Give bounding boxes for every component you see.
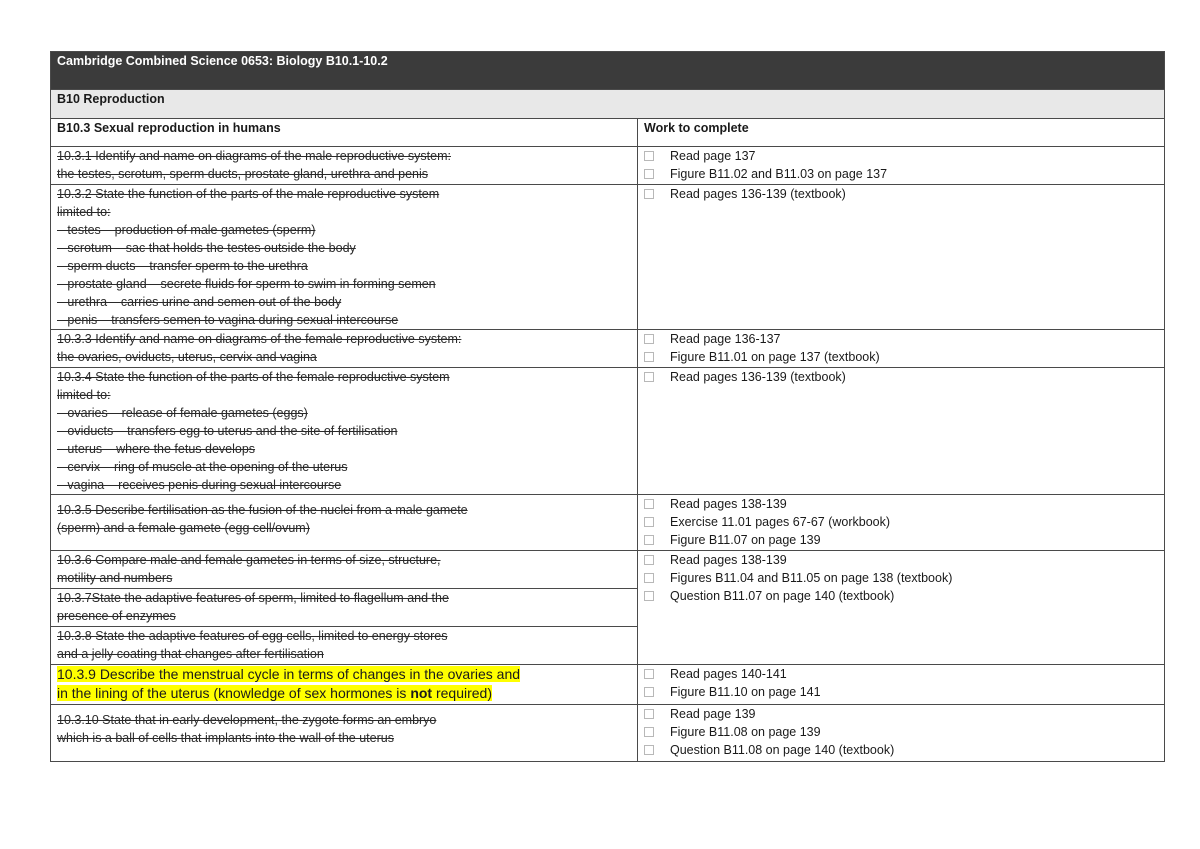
task-item[interactable]	[644, 569, 1158, 587]
objective-line: – urethra – carries urine and semen out of the body	[57, 295, 342, 309]
objective-cell	[51, 705, 638, 762]
checkbox-icon[interactable]	[644, 499, 654, 509]
objective-line: – testes – production of male gametes (sperm)	[57, 223, 316, 237]
objective-line: – oviducts – transfers egg to uterus and the site of fertilisation	[57, 424, 398, 438]
work-cell	[638, 368, 1165, 495]
objective-line: the ovaries, oviducts, uterus, cervix and vagina	[57, 350, 317, 364]
task-label: Figure B11.08 on page 139	[670, 725, 821, 739]
task-label: Read pages 136-139 (textbook)	[670, 370, 846, 384]
task-label: Figures B11.04 and B11.05 on page 138 (textbook)	[670, 571, 953, 585]
table-row	[51, 551, 1165, 589]
table-row	[51, 368, 1165, 495]
task-label: Figure B11.10 on page 141	[670, 685, 821, 699]
work-cell	[638, 185, 1165, 330]
objective-line: 10.3.8 State the adaptive features of egg cells, limited to energy stores	[57, 629, 448, 643]
table-row	[51, 665, 1165, 705]
syllabus-table	[50, 51, 1165, 762]
task-item[interactable]	[644, 147, 1158, 165]
task-item[interactable]	[644, 551, 1158, 569]
objective-cell-highlighted	[51, 665, 638, 705]
checkbox-icon[interactable]	[644, 372, 654, 382]
task-item[interactable]	[644, 330, 1158, 348]
task-item[interactable]	[644, 348, 1158, 366]
objective-cell	[51, 147, 638, 185]
work-cell	[638, 495, 1165, 551]
task-label: Read page 139	[670, 707, 756, 721]
checkbox-icon[interactable]	[644, 591, 654, 601]
table-row	[51, 147, 1165, 185]
highlight-text: in the lining of the uterus (knowledge of sex hormones is	[57, 685, 411, 701]
objective-line: 10.3.3 Identify and name on diagrams of the female reproductive system:	[57, 332, 462, 346]
objective-line: the testes, scrotum, sperm ducts, prostate gland, urethra and penis	[57, 167, 429, 181]
objective-line: limited to:	[57, 388, 111, 402]
task-item[interactable]	[644, 705, 1158, 723]
task-label: Read page 136-137	[670, 332, 781, 346]
objective-line: – ovaries – release of female gametes (eggs)	[57, 406, 308, 420]
objective-line: and a jelly coating that changes after fertilisation	[57, 647, 324, 661]
section-row	[51, 90, 1165, 119]
task-label: Read page 137	[670, 149, 756, 163]
objective-line: limited to:	[57, 205, 111, 219]
task-label: Question B11.07 on page 140 (textbook)	[670, 589, 895, 603]
task-label: Read pages 140-141	[670, 667, 787, 681]
objective-line: – cervix – ring of muscle at the opening of the uterus	[57, 460, 348, 474]
checkbox-icon[interactable]	[644, 727, 654, 737]
objective-line: 10.3.4 State the function of the parts of the female reproductive system	[57, 370, 450, 384]
section-title: B10 Reproduction	[51, 90, 1165, 119]
task-label: Figure B11.01 on page 137 (textbook)	[670, 350, 880, 364]
table-row	[51, 705, 1165, 762]
checkbox-icon[interactable]	[644, 669, 654, 679]
task-label: Question B11.08 on page 140 (textbook)	[670, 743, 895, 757]
task-item[interactable]	[644, 495, 1158, 513]
task-item[interactable]	[644, 587, 1158, 605]
work-cell	[638, 551, 1165, 665]
checkbox-icon[interactable]	[644, 687, 654, 697]
checkbox-icon[interactable]	[644, 151, 654, 161]
task-item[interactable]	[644, 683, 1158, 701]
task-item[interactable]	[644, 185, 1158, 203]
table-row	[51, 330, 1165, 368]
checkbox-icon[interactable]	[644, 709, 654, 719]
checkbox-icon[interactable]	[644, 334, 654, 344]
objective-line: 10.3.7State the adaptive features of sperm, limited to flagellum and the	[57, 591, 449, 605]
task-item[interactable]	[644, 513, 1158, 531]
objective-line: – penis – transfers semen to vagina during sexual intercourse	[57, 313, 399, 327]
task-item[interactable]	[644, 531, 1158, 549]
title-row	[51, 52, 1165, 90]
table-row	[51, 495, 1165, 551]
task-label: Read pages 138-139	[670, 553, 787, 567]
objective-cell	[51, 627, 638, 665]
objective-line: (sperm) and a female gamete (egg cell/ovum)	[57, 521, 310, 535]
header-row	[51, 119, 1165, 147]
task-item[interactable]	[644, 723, 1158, 741]
highlighted-objective-line: 10.3.9 Describe the menstrual cycle in terms of changes in the ovaries and	[57, 666, 521, 682]
work-cell	[638, 665, 1165, 705]
table-row	[51, 185, 1165, 330]
task-label: Figure B11.07 on page 139	[670, 533, 821, 547]
work-cell	[638, 705, 1165, 762]
work-cell	[638, 330, 1165, 368]
objective-line: presence of enzymes	[57, 609, 176, 623]
work-column-header: Work to complete	[638, 119, 1165, 147]
task-label: Figure B11.02 and B11.03 on page 137	[670, 167, 888, 181]
task-label: Read pages 136-139 (textbook)	[670, 187, 846, 201]
task-item[interactable]	[644, 665, 1158, 683]
objective-line: – vagina – receives penis during sexual intercourse	[57, 478, 342, 492]
objective-line: motility and numbers	[57, 571, 173, 585]
task-label: Read pages 138-139	[670, 497, 787, 511]
checkbox-icon[interactable]	[644, 573, 654, 583]
objective-line: 10.3.1 Identify and name on diagrams of the male reproductive system:	[57, 149, 451, 163]
objective-line: – prostate gland – secrete fluids for sperm to swim in forming semen	[57, 277, 436, 291]
checkbox-icon[interactable]	[644, 745, 654, 755]
task-item[interactable]	[644, 165, 1158, 183]
objective-cell	[51, 495, 638, 551]
checkbox-icon[interactable]	[644, 189, 654, 199]
objective-line: – sperm ducts – transfer sperm to the urethra	[57, 259, 308, 273]
objective-line: – uterus – where the fetus develops	[57, 442, 256, 456]
objective-line: which is a ball of cells that implants into the wall of the uterus	[57, 731, 394, 745]
objective-line: 10.3.6 Compare male and female gametes in terms of size, structure,	[57, 553, 441, 567]
checkbox-icon[interactable]	[644, 352, 654, 362]
objective-cell	[51, 368, 638, 495]
task-item[interactable]	[644, 368, 1158, 386]
objective-cell	[51, 589, 638, 627]
checkbox-icon[interactable]	[644, 517, 654, 527]
objective-column-header: B10.3 Sexual reproduction in humans	[51, 119, 638, 147]
emphasis-text: not	[410, 685, 433, 701]
objective-line: 10.3.2 State the function of the parts of the male reproductive system	[57, 187, 440, 201]
objective-cell	[51, 551, 638, 589]
objective-line: 10.3.10 State that in early development, the zygote forms an embryo	[57, 713, 437, 727]
highlighted-objective-line	[57, 685, 492, 701]
objective-line: 10.3.5 Describe fertilisation as the fusion of the nuclei from a male gamete	[57, 503, 468, 517]
checkbox-icon[interactable]	[644, 555, 654, 565]
checkbox-icon[interactable]	[644, 535, 654, 545]
objective-line: – scrotum – sac that holds the testes outside the body	[57, 241, 356, 255]
document-title: Cambridge Combined Science 0653: Biology B10.1-10.2	[51, 52, 1165, 90]
checkbox-icon[interactable]	[644, 169, 654, 179]
work-cell	[638, 147, 1165, 185]
task-item[interactable]	[644, 741, 1158, 759]
highlight-text: required)	[432, 685, 492, 701]
task-label: Exercise 11.01 pages 67-67 (workbook)	[670, 515, 891, 529]
objective-cell	[51, 185, 638, 330]
objective-cell	[51, 330, 638, 368]
